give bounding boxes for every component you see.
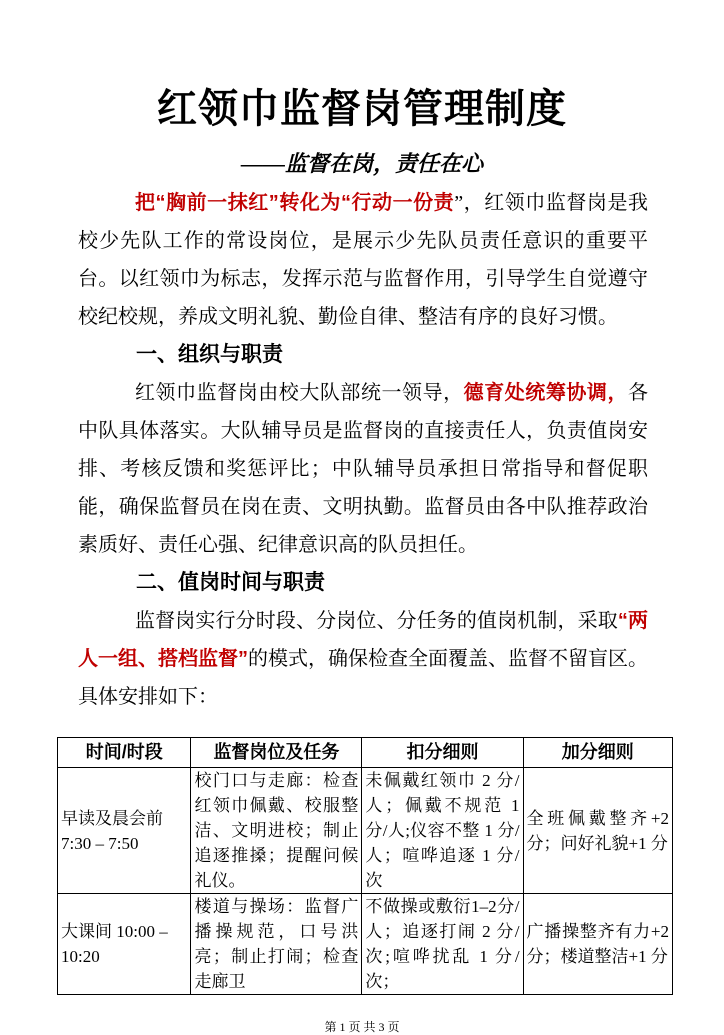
intro-text: ”，红领巾监督岗是我校少先队工作的常设岗位，是展示少先队员责任意识的重要平台。以红领巾为标志，发挥示范与监督作用，引导学生自觉遵守校纪校规，养成文明礼貌、勤俭自律、整洁有序的良好习惯。: [78, 192, 648, 328]
section1-text-a: 红领巾监督岗由校大队部统一领导，: [135, 382, 464, 404]
section1-text-b: 各中队具体落实。大队辅导员是监督岗的直接责任人，负责值岗安排、考核反馈和奖惩评比；中队辅导员承担日常指导和督促职能，确保监督员在岗在责、文明执勤。监督员由各中队推荐政治素质好、责任心强、纪律意识高的队员担任。: [78, 382, 649, 556]
header-post: 监督岗位及任务: [191, 738, 362, 768]
cell-deduction: 不做操或敷衍1–2分/人；追逐打闹 2 分/次;喧哗扰乱 1 分/次；: [362, 894, 523, 995]
page-subtitle: ——监督在岗，责任在心: [240, 151, 483, 176]
intro-paragraph: [78, 184, 648, 336]
cell-post: 校门口与走廊：检查红领巾佩戴、校服整洁、文明进校；制止追逐推搡；提醒问候礼仪。: [191, 768, 362, 894]
section2-heading: 二、值岗时间与职责: [136, 571, 325, 594]
header-bonus: 加分细则: [523, 738, 672, 768]
section2-paragraph: [78, 602, 648, 716]
table-row: [58, 768, 673, 894]
intro-highlight: 把“胸前一抹红”转化为“行动一份责: [135, 192, 455, 214]
header-time: 时间/时段: [58, 738, 191, 768]
table-row: [58, 894, 673, 995]
section2-highlight: “两人一组、搭档监督”: [78, 610, 649, 670]
cell-time: 大课间 10:00 – 10:20: [58, 894, 191, 995]
cell-bonus: 广播操整齐有力+2 分；楼道整洁+1 分: [523, 894, 672, 995]
header-deduction: 扣分细则: [362, 738, 523, 768]
page-title: 红领巾监督岗管理制度: [157, 86, 567, 131]
section2-text-b: 的模式，确保检查全面覆盖、监督不留盲区。具体安排如下：: [78, 648, 648, 708]
section1-paragraph: [78, 374, 648, 564]
cell-deduction: 未佩戴红领巾 2 分/人；佩戴不规范 1 分/人;仪容不整 1 分/人；喧哗追逐 1 分/次: [362, 768, 523, 894]
cell-time: 早读及晨会前 7:30 – 7:50: [58, 768, 191, 894]
section1-heading: 一、组织与职责: [136, 343, 283, 366]
table-header-row: [58, 738, 673, 768]
cell-bonus: 全班佩戴整齐+2 分；问好礼貌+1 分: [523, 768, 672, 894]
cell-post: 楼道与操场：监督广播操规范，口号洪亮；制止打闹；检查走廊卫: [191, 894, 362, 995]
document-body: [78, 184, 648, 716]
section2-text-a: 监督岗实行分时段、分岗位、分任务的值岗机制，采取: [135, 610, 618, 632]
page-number: 第 1 页 共 3 页: [324, 1020, 400, 1034]
section1-highlight: 德育处统筹协调，: [463, 382, 629, 404]
duty-schedule-table: [57, 737, 673, 995]
